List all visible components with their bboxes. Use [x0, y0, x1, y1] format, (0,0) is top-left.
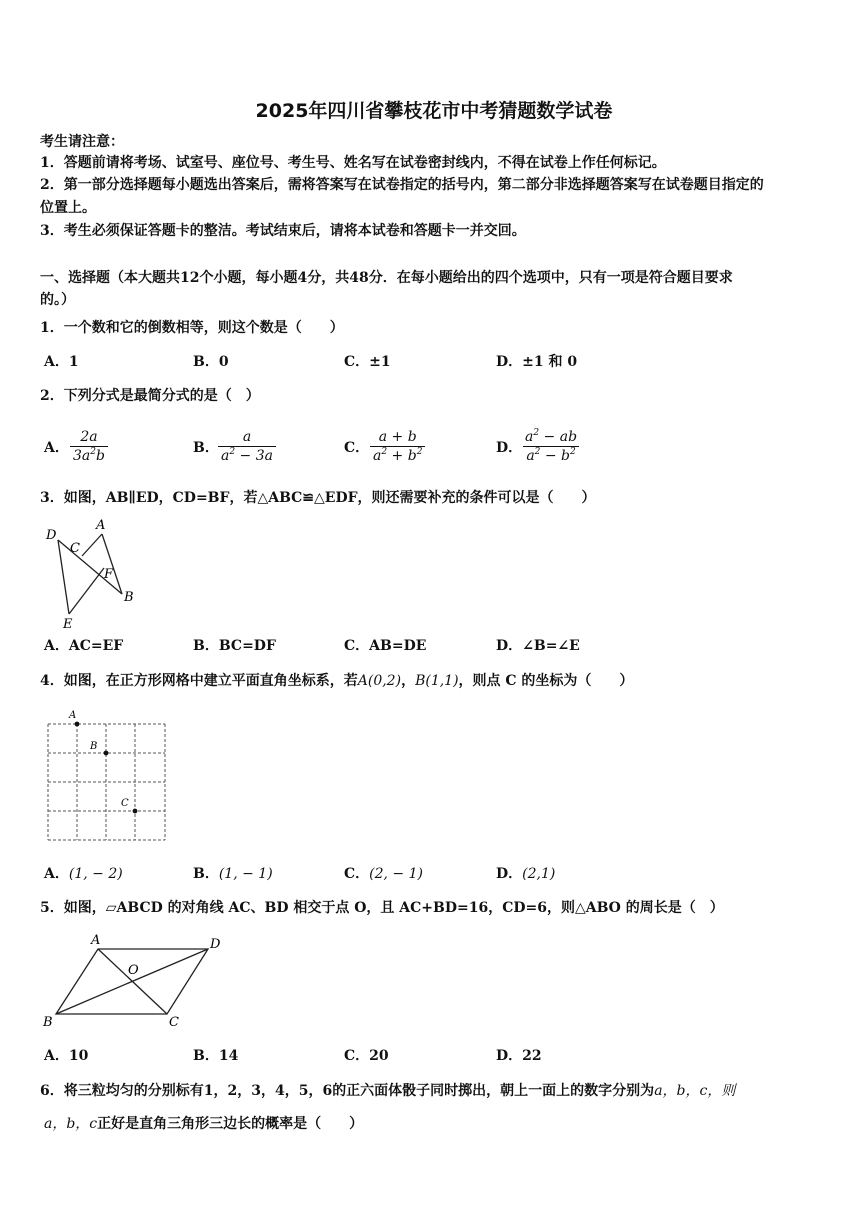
q3-label-b: B	[124, 590, 134, 605]
q4-option-a-label: A．	[44, 866, 69, 882]
q3-label-c: C	[70, 541, 80, 556]
q4-option-d-value: (2,1)	[522, 866, 556, 882]
q6-variables-2: a，b，c	[44, 1116, 98, 1132]
q5-option-c[interactable]: C．20	[344, 1048, 389, 1064]
q4-option-b-value: (1, − 1)	[218, 866, 273, 882]
q5-option-a[interactable]: A．10	[44, 1048, 89, 1064]
q3-figure	[40, 514, 150, 632]
notice-heading: 考生请注意：	[40, 134, 124, 150]
q2-option-c[interactable]: C．	[344, 440, 370, 456]
q4-option-c-value: (2, − 1)	[369, 866, 423, 882]
q1-option-d[interactable]: D．±1 和 0	[496, 354, 578, 370]
q4-stem-post: ，则点 C 的坐标为（ ）	[458, 673, 634, 689]
q1-stem: 1．一个数和它的倒数相等，则这个数是（ ）	[40, 320, 344, 336]
q3-option-c[interactable]: C．AB=DE	[344, 638, 427, 654]
q1-option-a[interactable]: A．1	[44, 354, 79, 370]
q6-stem-text: 6．将三粒均匀的分别标有1，2，3，4，5，6的正六面体骰子同时掷出，朝上一面上的数字分别为	[40, 1083, 655, 1099]
q2-option-a-fraction: $\frac{2a}{3a^2b}$	[70, 428, 108, 465]
q1-option-c[interactable]: C．±1	[344, 354, 391, 370]
q4-option-c-label: C．	[344, 866, 370, 882]
q4-label-b: B	[90, 741, 98, 752]
q6-stem-text-2: 正好是直角三角形三边长的概率是（ ）	[97, 1116, 364, 1132]
q4-option-d[interactable]	[496, 864, 555, 884]
q5-label-a: A	[91, 933, 101, 948]
q6-stem-line-2	[44, 1114, 363, 1134]
page-title: 2025年四川省攀枝花市中考猜题数学试卷	[255, 100, 613, 122]
q3-stem: 3．如图，AB∥ED，CD=BF，若△ABC≌△EDF，则还需要补充的条件可以是（ ）	[40, 490, 596, 506]
q2-option-a[interactable]: A．	[44, 440, 69, 456]
q6-variables: a，b，c，则	[654, 1083, 736, 1099]
q4-point-b-dot	[104, 751, 109, 756]
q3-option-b[interactable]: B．BC=DF	[193, 638, 276, 654]
q4-option-b[interactable]	[193, 864, 273, 884]
q3-label-f: F	[104, 567, 114, 582]
q4-point-a: A(0,2)	[357, 673, 402, 689]
q2-option-d[interactable]: D．	[496, 440, 523, 456]
q4-option-a-value: (1, − 2)	[68, 866, 123, 882]
q5-label-c: C	[169, 1015, 179, 1030]
q4-option-d-label: D．	[496, 866, 523, 882]
q3-option-a[interactable]: A．AC=EF	[44, 638, 124, 654]
q5-option-d[interactable]: D．22	[496, 1048, 542, 1064]
q3-label-d: D	[46, 528, 57, 543]
q1-option-b[interactable]: B．0	[193, 354, 229, 370]
q4-stem	[40, 671, 633, 691]
q5-stem: 5．如图，▱ABCD 的对角线 AC、BD 相交于点 O，且 AC+BD=16，CD=6，则△ABO 的周长是（ ）	[40, 900, 724, 916]
section-heading: 一、选择题（本大题共12个小题，每小题4分，共48分．在每小题给出的四个选项中，只有一项是符合题目要求	[40, 270, 733, 286]
q3-label-e: E	[63, 617, 73, 632]
q4-grid-figure	[40, 706, 170, 846]
q5-parallelogram-figure	[40, 930, 230, 1030]
q4-point-a-dot	[75, 722, 80, 727]
notice-item-1: 1．答题前请将考场、试室号、座位号、考生号、姓名写在试卷密封线内，不得在试卷上作任何标记。	[40, 155, 666, 171]
q4-option-b-label: B．	[193, 866, 219, 882]
section-heading-cont: 的。）	[40, 292, 75, 308]
q4-point-c-dot	[133, 809, 138, 814]
q2-stem: 2．下列分式是最简分式的是（ ）	[40, 388, 260, 404]
q3-label-a: A	[96, 518, 106, 533]
q4-label-a: A	[69, 710, 77, 721]
q5-option-b[interactable]: B．14	[193, 1048, 239, 1064]
q4-option-a[interactable]	[44, 864, 123, 884]
q2-option-b-fraction: $\frac{a}{a^2 - 3a}$	[218, 428, 276, 465]
notice-item-3: 3．考生必须保证答题卡的整洁。考试结束后，请将本试卷和答题卡一并交回。	[40, 223, 526, 239]
q5-label-d: D	[210, 937, 221, 952]
q4-stem-pre: 4．如图，在正方形网格中建立平面直角坐标系，若	[40, 673, 358, 689]
q2-option-c-fraction: $\frac{a + b}{a^2 + b^2}$	[370, 428, 425, 465]
q4-label-c: C	[121, 798, 129, 809]
q2-option-d-fraction: $\frac{a^2 - ab}{a^2 - b^2}$	[525, 428, 578, 464]
q5-label-b: B	[43, 1015, 53, 1030]
q3-option-d[interactable]: D．∠B=∠E	[496, 638, 580, 654]
q4-point-b: B(1,1)	[415, 673, 459, 689]
q5-label-o: O	[128, 963, 139, 978]
q6-stem-line-1	[40, 1081, 735, 1101]
q2-option-b[interactable]: B．	[193, 440, 219, 456]
q4-option-c[interactable]	[344, 864, 423, 884]
q4-separator: ，	[401, 673, 416, 689]
notice-item-2: 2．第一部分选择题每小题选出答案后，需将答案写在试卷指定的括号内，第二部分非选择题答案写在试卷题目指定的	[40, 177, 764, 193]
notice-item-2-cont: 位置上。	[40, 200, 96, 216]
